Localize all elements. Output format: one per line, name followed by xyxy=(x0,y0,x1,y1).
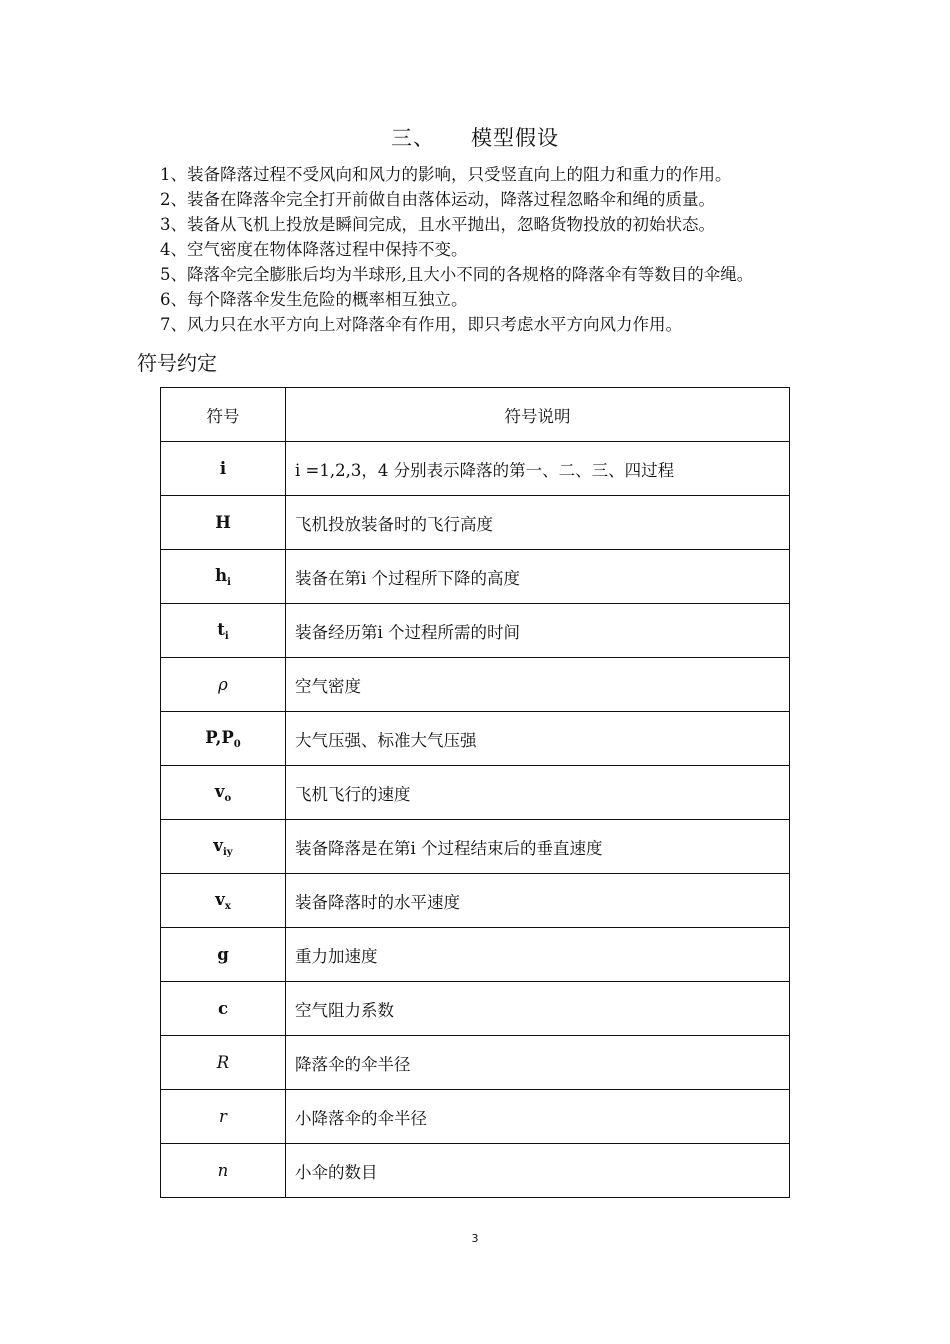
table-row xyxy=(161,1144,790,1198)
table-row xyxy=(161,1090,790,1144)
table-row xyxy=(161,550,790,604)
assumption-item: 4、空气密度在物体降落过程中保持不变。 xyxy=(160,240,468,259)
symbol-text: H xyxy=(215,513,231,532)
table-row xyxy=(161,982,790,1036)
section-number: 三、 xyxy=(391,126,435,150)
table-row xyxy=(161,658,790,712)
symbol-text: h xyxy=(215,565,228,585)
assumption-item: 1、装备降落过程不受风向和风力的影响，只受竖直向上的阻力和重力的作用。 xyxy=(160,165,732,184)
symbol-subscript: i xyxy=(227,576,231,588)
symbol-text: g xyxy=(217,945,229,964)
symbol-subscript: x xyxy=(224,900,231,912)
description-cell: 装备降落是在第i 个过程结束后的垂直速度 xyxy=(286,820,790,874)
symbol-cell xyxy=(161,658,286,712)
table-row xyxy=(161,712,790,766)
description-cell: i =1,2,3，4 分别表示降落的第一、二、三、四过程 xyxy=(286,442,790,496)
table-row xyxy=(161,442,790,496)
description-cell: 小降落伞的伞半径 xyxy=(286,1090,790,1144)
section-title-text: 模型假设 xyxy=(471,126,559,150)
symbol-cell xyxy=(161,442,286,496)
symbol-text: r xyxy=(219,1107,227,1126)
symbol-text: v xyxy=(215,889,225,909)
assumption-item: 3、装备从飞机上投放是瞬间完成，且水平抛出，忽略货物投放的初始状态。 xyxy=(160,215,715,234)
assumption-item: 2、装备在降落伞完全打开前做自由落体运动，降落过程忽略伞和绳的质量。 xyxy=(160,190,715,209)
symbol-cell xyxy=(161,604,286,658)
symbol-cell xyxy=(161,766,286,820)
description-cell: 小伞的数目 xyxy=(286,1144,790,1198)
symbol-text: c xyxy=(217,999,229,1018)
symbol-cell xyxy=(161,550,286,604)
description-cell: 飞机飞行的速度 xyxy=(286,766,790,820)
assumption-list xyxy=(160,162,920,337)
table-row xyxy=(161,766,790,820)
symbol-text: v xyxy=(214,781,225,801)
description-cell: 飞机投放装备时的飞行高度 xyxy=(286,496,790,550)
description-cell: 装备降落时的水平速度 xyxy=(286,874,790,928)
symbol-cell xyxy=(161,496,286,550)
description-cell: 装备在第i 个过程所下降的高度 xyxy=(286,550,790,604)
symbol-cell xyxy=(161,820,286,874)
symbols-heading: 符号约定 xyxy=(137,351,217,375)
table-header-row xyxy=(161,388,790,442)
symbol-cell xyxy=(161,1090,286,1144)
symbol-text: P,P xyxy=(205,727,234,747)
symbol-text: R xyxy=(216,1053,230,1072)
symbol-cell xyxy=(161,982,286,1036)
table-row xyxy=(161,820,790,874)
symbol-cell xyxy=(161,928,286,982)
table-row xyxy=(161,928,790,982)
description-cell: 装备经历第i 个过程所需的时间 xyxy=(286,604,790,658)
symbol-text: ρ xyxy=(218,675,228,694)
description-cell: 空气密度 xyxy=(286,658,790,712)
symbol-text: t xyxy=(217,619,225,639)
symbol-subscript: iy xyxy=(222,846,233,858)
table-row xyxy=(161,604,790,658)
symbol-subscript: i xyxy=(224,630,229,642)
symbol-cell xyxy=(161,1144,286,1198)
symbol-subscript: o xyxy=(224,792,232,804)
description-cell: 大气压强、标准大气压强 xyxy=(286,712,790,766)
symbol-text: n xyxy=(217,1161,229,1180)
symbol-cell xyxy=(161,712,286,766)
table-row xyxy=(161,1036,790,1090)
table-row xyxy=(161,874,790,928)
assumption-item: 7、风力只在水平方向上对降落伞有作用，即只考虑水平方向风力作用。 xyxy=(160,315,682,334)
symbol-text: i xyxy=(219,459,227,478)
description-cell: 降落伞的伞半径 xyxy=(286,1036,790,1090)
symbol-cell xyxy=(161,1036,286,1090)
page-number: 3 xyxy=(471,1232,479,1245)
assumption-item: 6、每个降落伞发生危险的概率相互独立。 xyxy=(160,290,468,309)
description-cell: 空气阻力系数 xyxy=(286,982,790,1036)
symbol-subscript: 0 xyxy=(233,738,241,750)
symbol-table xyxy=(160,387,790,1198)
symbol-text: v xyxy=(213,835,223,855)
symbol-cell xyxy=(161,874,286,928)
assumption-item: 5、降落伞完全膨胀后均为半球形,且大小不同的各规格的降落伞有等数目的伞绳。 xyxy=(160,265,754,284)
header-description: 符号说明 xyxy=(286,388,790,442)
description-cell: 重力加速度 xyxy=(286,928,790,982)
table-row xyxy=(161,496,790,550)
section-title xyxy=(0,122,950,152)
header-symbol: 符号 xyxy=(161,388,286,442)
